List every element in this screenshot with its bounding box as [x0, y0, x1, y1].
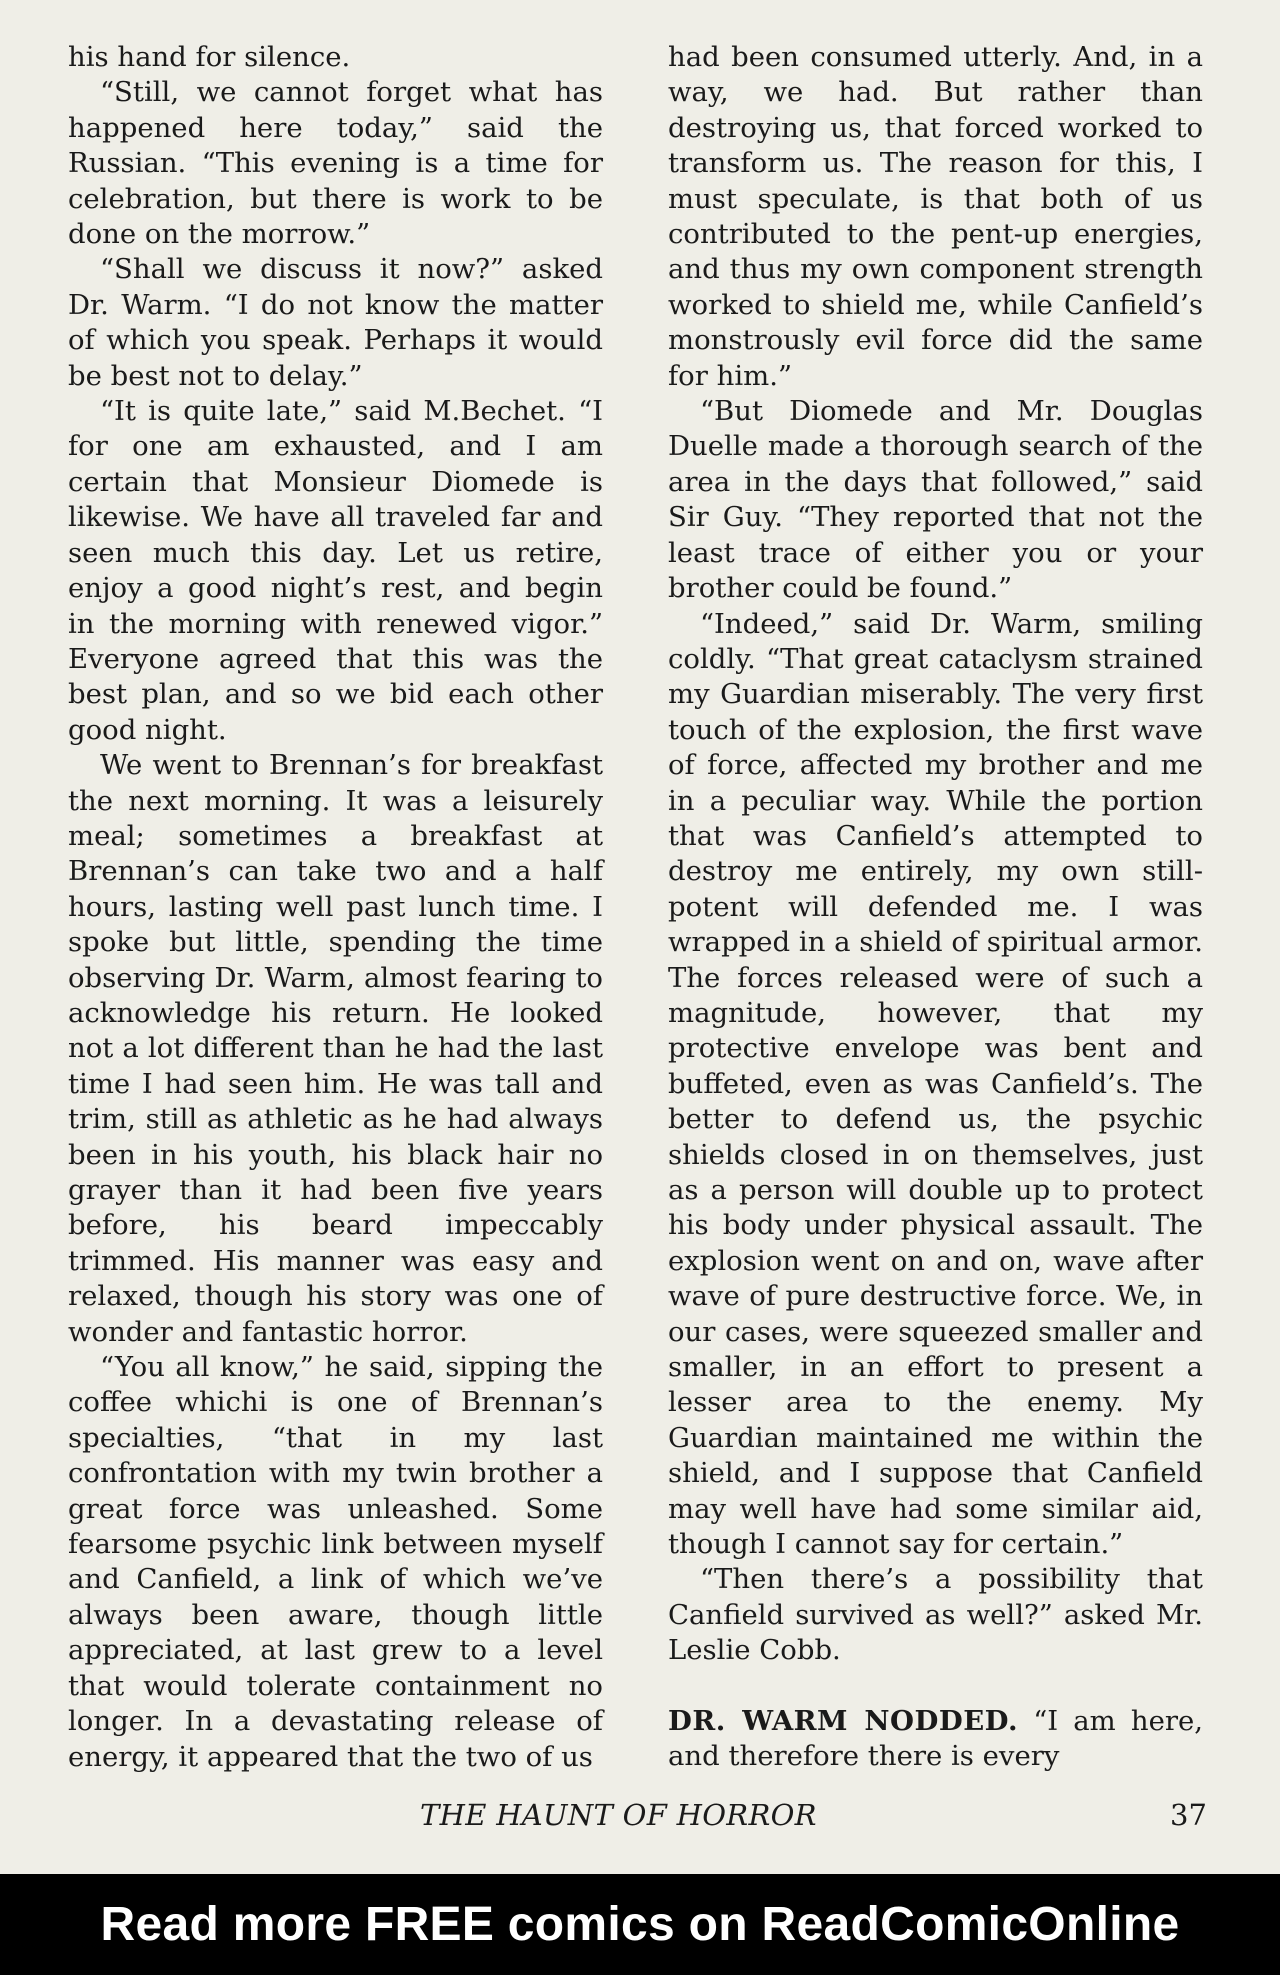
- paragraph: “It is quite late,” said M.Bechet. “I for one am exhausted, and I am certain that Monsieur Diomede is likewise. We have all traveled far and seen much this day. Let us retire, enjoy a good night’s rest, and begin in the morning with renewed vigor.” Everyone agreed that this was the best plan, and so we bid each other good night.: [68, 395, 603, 746]
- run-in-heading: DR. WARM NODDED.: [668, 1704, 1019, 1737]
- paragraph: his hand for silence.: [68, 41, 351, 73]
- paragraph: We went to Brennan’s for breakfast the next morning. It was a leisurely meal; sometimes a breakfast at Brennan’s can take two and a half hours, lasting well past lunch time. I spoke but little, spending the time observing Dr. Warm, almost fearing to acknowledge his return. He looked not a lot different than he had the last time I had seen him. He was tall and trim, still as athletic as he had always been in his youth, his black hair no grayer than it had been five years before, his beard impeccably trimmed. His manner was easy and relaxed, though his story was one of wonder and fantastic horror.: [68, 749, 603, 1348]
- paragraph: “Indeed,” said Dr. Warm, smiling coldly. “That great cataclysm strained my Guardian miserably. The very first touch of the explosion, the first wave of force, affected my brother and me in a peculiar way. While the portion that was Canfield’s attempted to destroy me entirely, my own still-potent will defended me. I was wrapped in a shield of spiritual armor. The forces released were of such a magnitude, however, that my protective envelope was bent and buffeted, even as was Canfield’s. The better to defend us, the psychic shields closed in on themselves, just as a person will double up to protect his body under physical assault. The explosion went on and on, wave after wave of pure destructive force. We, in our cases, were squeezed smaller and smaller, in an effort to present a lesser area to the enemy. My Guardian maintained me within the shield, and I suppose that Canfield may well have had some similar aid, though I cannot say for certain.”: [668, 607, 1203, 1561]
- page-number: 37: [1170, 1798, 1207, 1832]
- promo-banner-text: Read more FREE comics on ReadComicOnline: [100, 1898, 1180, 1951]
- right-text-column: [668, 40, 1203, 1775]
- magazine-title: THE HAUNT OF HORROR: [420, 1798, 817, 1832]
- promo-banner[interactable]: [0, 1874, 1280, 1975]
- paragraph-text: “I am here, and therefore there is every: [668, 1704, 1204, 1773]
- paragraph: “Then there’s a possibility that Canfield survived as well?” asked Mr. Leslie Cobb.: [668, 1563, 1203, 1667]
- paragraph: “Still, we cannot forget what has happened here today,” said the Russian. “This evening is a time for celebration, but there is work to be done on the morrow.”: [68, 76, 603, 251]
- left-text-column: [68, 40, 603, 1775]
- section-paragraph: [668, 1704, 1203, 1775]
- paragraph: had been consumed utterly. And, in a way, we had. But rather than destroying us, that forced worked to transform us. The reason for this, I must speculate, is that both of us contributed to the pent-up energies, and thus my own component strength worked to shield me, while Canfield’s monstrously evil force did the same for him.”: [668, 41, 1203, 392]
- paragraph: “But Diomede and Mr. Douglas Duelle made a thorough search of the area in the days that followed,” said Sir Guy. “They reported that not the least trace of either you or your brother could be found.”: [668, 395, 1203, 605]
- paragraph: “Shall we discuss it now?” asked Dr. Warm. “I do not know the matter of which you speak. Perhaps it would be best not to delay.”: [68, 253, 603, 392]
- paragraph: “You all know,” he said, sipping the coffee whichi is one of Brennan’s specialties, “that in my last confrontation with my twin brother a great force was unleashed. Some fearsome psychic link between myself and Canfield, a link of which we’ve always been aware, though little appreciated, at last grew to a level that would tolerate containment no longer. In a devastating release of energy, it appeared that the two of us: [68, 1351, 603, 1773]
